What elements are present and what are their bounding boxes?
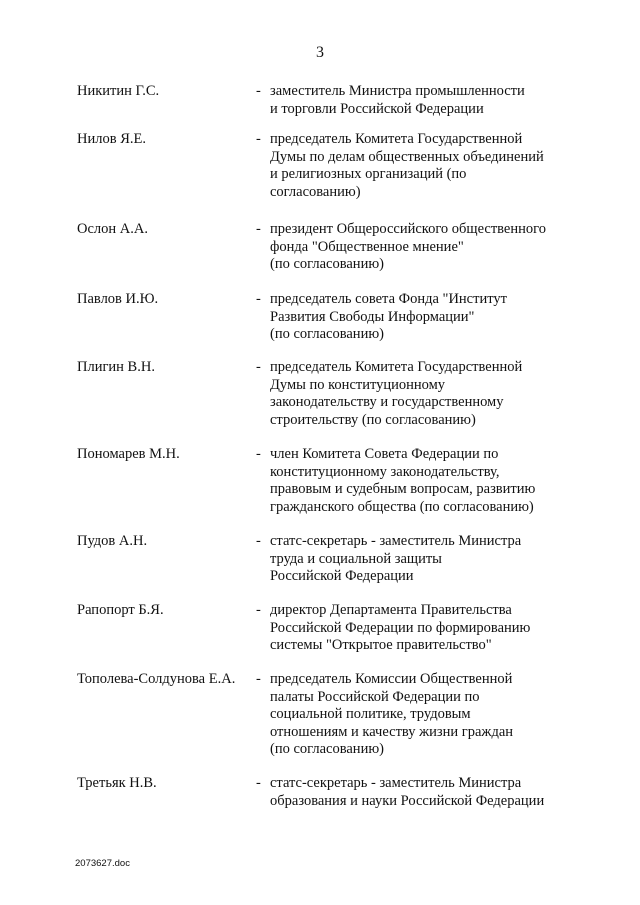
position-line: гражданского общества (по согласованию) (270, 498, 534, 515)
entry-dash: - (256, 131, 261, 147)
position-line: и религиозных организаций (по (270, 166, 467, 182)
position-line: президент Общероссийского общественного (270, 221, 546, 237)
member-position (270, 671, 610, 759)
position-line: Думы по конституционному (270, 376, 446, 393)
entry-dash: - (256, 221, 261, 237)
member-name: Плигин В.Н. (77, 359, 155, 375)
member-name: Третьяк Н.В. (77, 775, 157, 791)
entry-dash: - (256, 291, 261, 307)
entry-dash: - (256, 446, 261, 462)
member-position (270, 221, 610, 274)
member-position (270, 291, 610, 344)
entry-dash: - (256, 359, 261, 375)
member-position (270, 602, 610, 655)
position-line: председатель Комитета Государственной (270, 131, 523, 147)
document-footer: 2073627.doc (75, 858, 130, 869)
position-line: конституционному законодательству, (270, 463, 500, 480)
member-position (270, 446, 610, 516)
position-line: председатель Комиссии Общественной (270, 671, 513, 687)
position-line: Думы по делам общественных объединений (270, 148, 544, 165)
entry-dash: - (256, 671, 261, 687)
entry-dash: - (256, 775, 261, 791)
position-line: труда и социальной защиты (270, 550, 442, 567)
position-line: (по согласованию) (270, 256, 384, 272)
member-position (270, 83, 610, 118)
position-line: Развития Свободы Информации" (270, 308, 475, 325)
member-name: Тополева-Солдунова Е.А. (77, 671, 236, 687)
position-line: председатель Комитета Государственной (270, 359, 523, 375)
entry-dash: - (256, 83, 261, 99)
position-line: социальной политике, трудовым (270, 706, 471, 722)
member-position (270, 775, 610, 810)
member-position (270, 131, 610, 201)
position-line: Российской Федерации (270, 568, 414, 584)
position-line: статс-секретарь - заместитель Министра (270, 775, 522, 791)
position-line: заместитель Министра промышленности (270, 83, 525, 99)
member-name: Рапопорт Б.Я. (77, 602, 164, 618)
member-name: Никитин Г.С. (77, 83, 160, 99)
position-line: фонда "Общественное мнение" (270, 238, 464, 255)
member-name: Нилов Я.Е. (77, 131, 146, 147)
position-line: председатель совета Фонда "Институт (270, 291, 507, 307)
position-line: член Комитета Совета Федерации по (270, 446, 499, 462)
entry-dash: - (256, 602, 261, 618)
position-line: (по согласованию) (270, 741, 384, 757)
position-line: Российской Федерации по формированию (270, 619, 531, 636)
position-line: правовым и судебным вопросам, развитию (270, 481, 536, 497)
position-line: и торговли Российской Федерации (270, 100, 484, 117)
member-position (270, 359, 610, 429)
position-line: директор Департамента Правительства (270, 602, 512, 618)
position-line: согласованию) (270, 183, 361, 200)
member-name: Ослон А.А. (77, 221, 148, 237)
position-line: строительству (по согласованию) (270, 411, 476, 428)
page-number: 3 (316, 44, 324, 61)
position-line: отношениям и качеству жизни граждан (270, 723, 514, 740)
position-line: образования и науки Российской Федерации (270, 792, 545, 809)
member-name: Павлов И.Ю. (77, 291, 159, 307)
position-line: палаты Российской Федерации по (270, 688, 480, 705)
member-position (270, 533, 610, 586)
member-name: Пономарев М.Н. (77, 446, 180, 462)
entry-dash: - (256, 533, 261, 549)
position-line: (по согласованию) (270, 326, 384, 342)
position-line: статс-секретарь - заместитель Министра (270, 533, 522, 549)
position-line: системы "Открытое правительство" (270, 637, 492, 653)
member-name: Пудов А.Н. (77, 533, 148, 549)
position-line: законодательству и государственному (270, 394, 504, 410)
